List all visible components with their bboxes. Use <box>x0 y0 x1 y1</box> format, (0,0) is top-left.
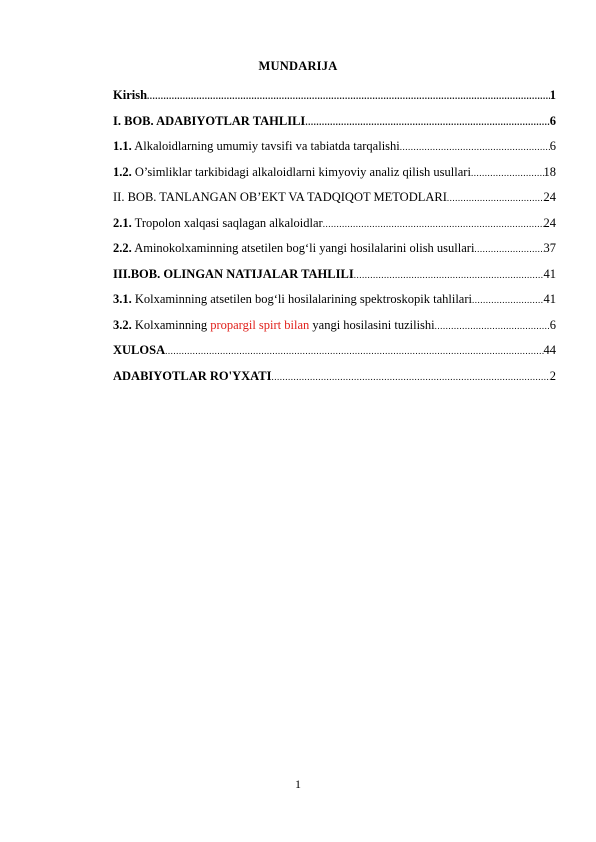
toc-entry-label <box>113 241 474 256</box>
section-number: 2.2. <box>113 241 132 255</box>
toc-page-number: 6 <box>549 139 556 153</box>
toc-entry-label: Kirish <box>113 88 148 102</box>
section-title-end: yangi hosilasini tuzilishi <box>312 317 435 332</box>
toc-leader-dots <box>471 168 544 178</box>
toc-leader-dots <box>474 244 543 254</box>
toc-page-number: 2 <box>549 368 556 383</box>
toc-entry-label: I. BOB. ADABIYOTLAR TAHLILI <box>113 113 306 128</box>
toc-page-number: 6 <box>549 113 556 128</box>
section-title: O’simliklar tarkibidagi alkaloidlarni kimyoviy analiz qilish usullari <box>134 164 471 179</box>
section-title: Alkaloidlarning umumiy tavsifi va tabiatda tarqalishi <box>134 139 400 153</box>
section-number: 1.2. <box>113 164 132 179</box>
toc-entry-label: II. BOB. TANLANGAN OB’EKT VA TADQIQOT METODLARI <box>113 190 447 204</box>
toc-entry-label: III.BOB. OLINGAN NATIJALAR TAHLILI <box>113 266 354 281</box>
toc-leader-dots <box>305 117 549 127</box>
toc-leader-dots <box>354 270 544 280</box>
section-title: Aminokolxaminning atsetilen bog‘li yangi hosilalarini olish usullari <box>134 241 475 255</box>
toc-entry-section-1-2[interactable] <box>113 165 556 191</box>
toc-page-number: 1 <box>549 88 556 102</box>
toc-entry-label: XULOSA <box>113 343 166 357</box>
toc-entry-chapter-3[interactable] <box>113 267 556 293</box>
toc-entry-section-3-1[interactable] <box>113 292 556 318</box>
highlighted-text: propargil spirt bilan <box>210 317 310 332</box>
section-title: Tropolon xalqasi saqlagan alkaloidlar <box>134 215 323 230</box>
section-title: Kolxaminning atsetilen bog‘li hosilalarining spektroskopik tahlilari <box>134 292 472 306</box>
toc-leader-dots <box>271 372 549 382</box>
section-number: 3.1. <box>113 292 132 306</box>
table-of-contents <box>113 88 556 394</box>
toc-page-number: 24 <box>543 190 556 204</box>
toc-entry-section-3-2[interactable] <box>113 318 556 344</box>
toc-entry-label <box>113 139 400 154</box>
toc-entry-conclusion[interactable] <box>113 343 556 369</box>
toc-leader-dots <box>323 219 544 229</box>
toc-page-number: 41 <box>543 292 556 306</box>
section-number: 2.1. <box>113 215 132 230</box>
toc-leader-dots <box>447 193 544 203</box>
toc-page-number: 41 <box>543 266 556 281</box>
toc-entry-section-2-1[interactable] <box>113 216 556 242</box>
section-title-start: Kolxaminning <box>134 317 208 332</box>
toc-entry-label <box>113 292 472 307</box>
toc-leader-dots <box>400 142 550 152</box>
toc-entry-label: ADABIYOTLAR RO'YXATI <box>113 368 272 383</box>
page-number: 1 <box>295 777 301 791</box>
toc-page-number: 6 <box>549 317 556 332</box>
toc-entry-label <box>113 216 323 231</box>
toc-leader-dots <box>147 91 550 101</box>
toc-page-number: 37 <box>543 241 556 255</box>
toc-entry-chapter-1[interactable] <box>113 114 556 140</box>
toc-entry-introduction[interactable] <box>113 88 556 114</box>
section-number: 1.1. <box>113 139 132 153</box>
toc-leader-dots <box>435 321 550 331</box>
toc-entry-section-1-1[interactable] <box>113 139 556 165</box>
toc-page-number: 44 <box>543 343 556 357</box>
toc-entry-references[interactable] <box>113 369 556 395</box>
section-number: 3.2. <box>113 317 132 332</box>
toc-leader-dots <box>165 346 543 356</box>
toc-page-number: 24 <box>543 215 556 230</box>
toc-page-number: 18 <box>543 164 556 179</box>
toc-entry-label <box>113 318 435 333</box>
toc-entry-chapter-2[interactable] <box>113 190 556 216</box>
toc-entry-label <box>113 165 471 180</box>
page-title: MUNDARIJA <box>258 59 338 73</box>
toc-leader-dots <box>472 295 544 305</box>
toc-entry-section-2-2[interactable] <box>113 241 556 267</box>
